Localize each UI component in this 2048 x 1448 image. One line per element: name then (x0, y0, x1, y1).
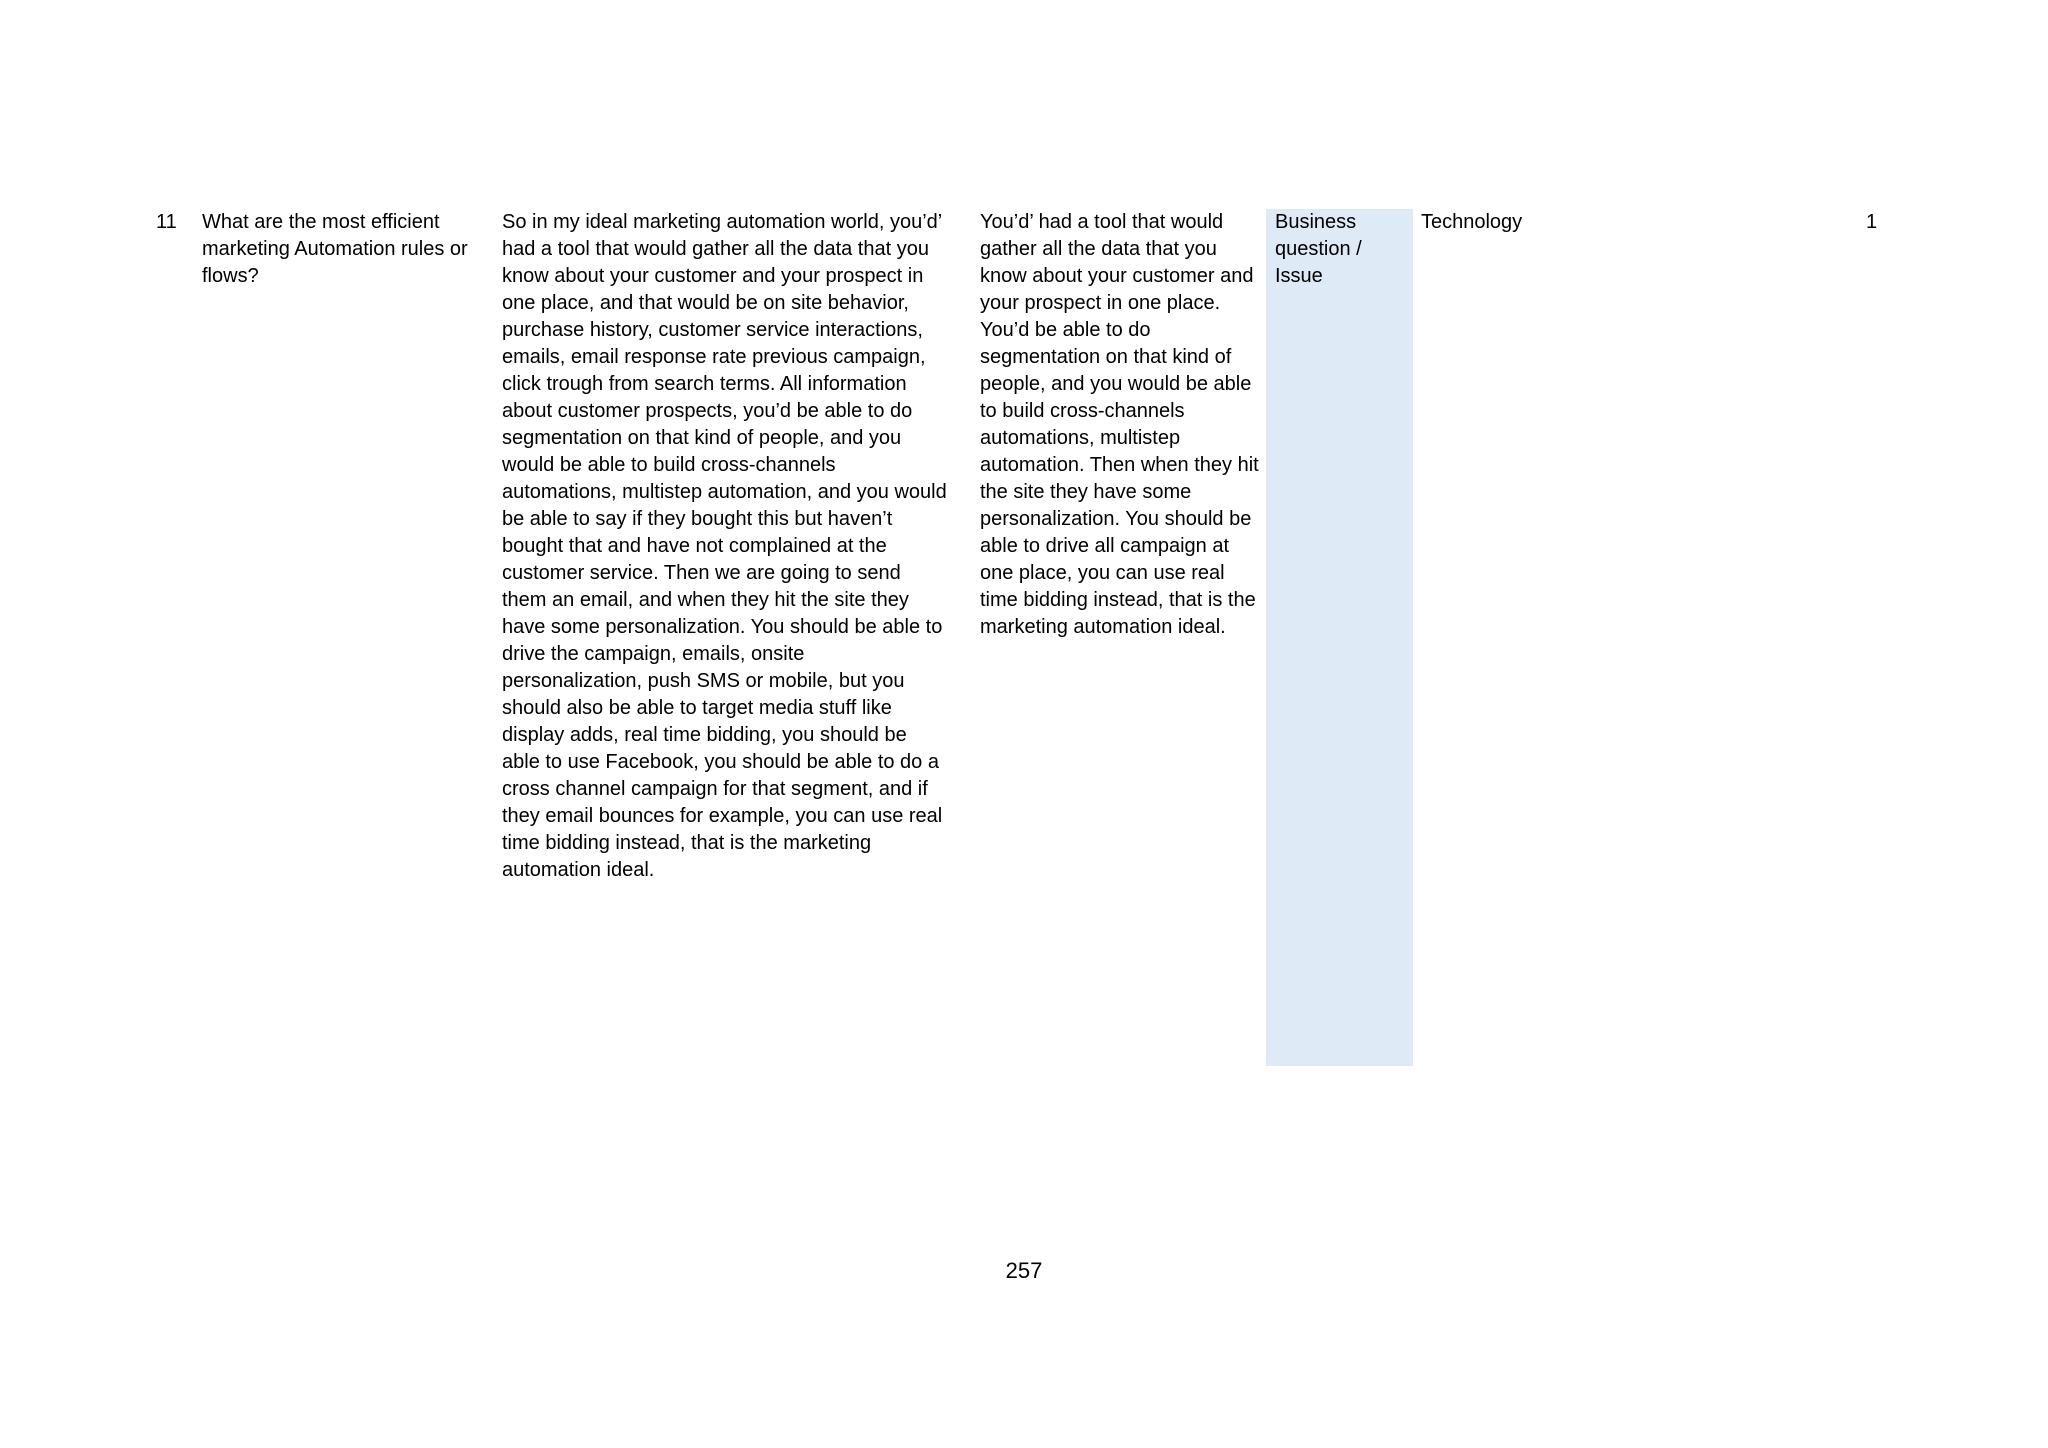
interview-answer: So in my ideal marketing automation world, you’d’ had a tool that would gather all the data that you know about your customer and your prospect in one place, and that would be on site behavior, purchase history, customer service interactions, emails, email response rate previous campaign, click trough from search terms. All information about customer prospects, you’d be able to do segmentation on that kind of people, and you would be able to build cross-channels automations, multistep automation, and you would be able to say if they bought this but haven’t bought that and have not complained at the customer service. Then we are going to send them an email, and when they hit the site they have some personalization. You should be able to drive the campaign, emails, onsite personalization, push SMS or mobile, but you should also be able to target media stuff like display adds, real time bidding, you should be able to use Facebook, you should be able to do a cross channel campaign for that segment, and if they email bounces for example, you can use real time bidding instead, that is the marketing automation ideal. (502, 211, 947, 881)
page-number: 257 (1005, 1258, 1043, 1283)
interview-question: What are the most efficient marketing Automation rules or flows? (202, 211, 468, 287)
answer-summary: You’d’ had a tool that would gather all the data that you know about your customer and your prospect in one place. You’d be able to do segmentation on that kind of people, and you would be able to build cross-channels automations, multistep automation. Then when they hit the site they have some personalization. You should be able to drive all campaign at one place, you can use real time bidding instead, that is the marketing automation ideal. (980, 211, 1259, 638)
category-label: Business question / Issue (1275, 211, 1362, 287)
theme-label: Technology (1421, 211, 1523, 233)
score-value: 1 (1866, 211, 1878, 233)
category-highlight (1266, 209, 1413, 1066)
row-number: 11 (156, 211, 177, 233)
